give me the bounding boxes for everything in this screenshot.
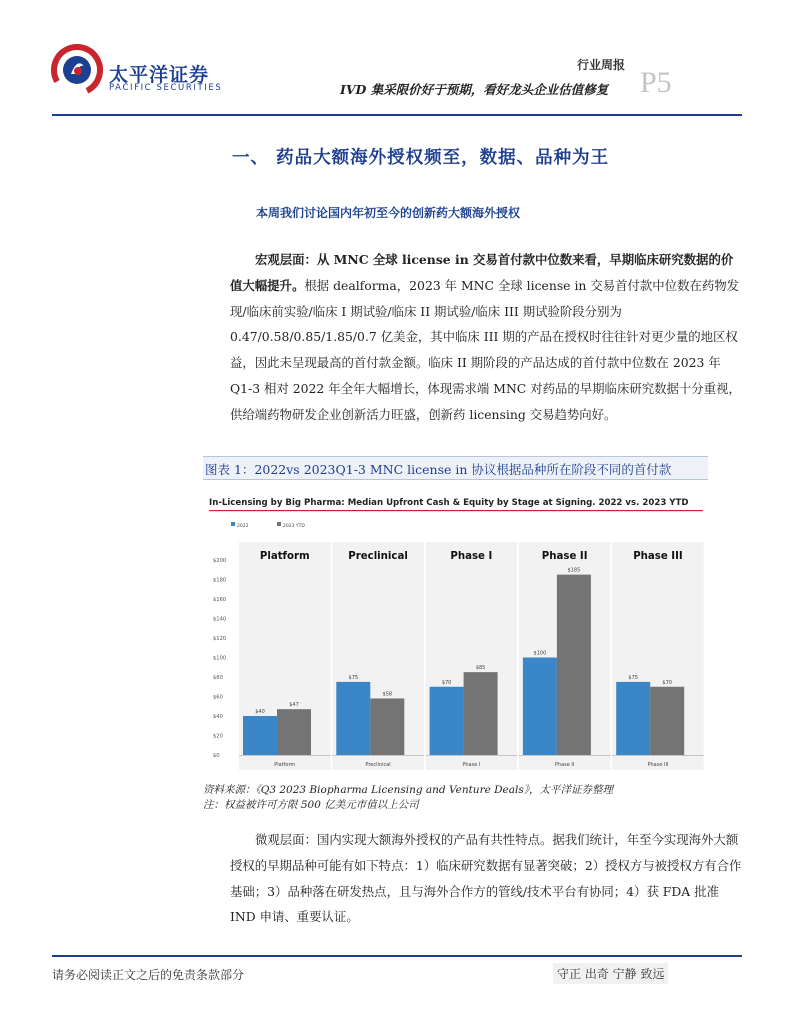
bar-Platform-2023-YTD [277,709,311,755]
bar-value-label: $85 [475,665,486,672]
bar-value-label: $70 [441,679,452,686]
footer-motto-text: 守正 出奇 宁静 致远 [557,967,665,981]
figure-caption-bar [203,456,708,480]
legend-label-2023-YTD: 2023 YTD [283,524,305,529]
figure-caption: 图表 1：2022vs 2023Q1-3 MNC license in 协议根据品种所在阶段不同的首付款 [205,462,672,477]
bar-value-label: $40 [255,709,265,715]
bar-Phase-III-2022 [616,682,650,755]
page-number: P5 [640,66,672,99]
figure-note-text: 注：权益被许可方限 500 亿美元市值以上公司 [203,799,419,811]
y-tick-label: $100 [213,655,227,662]
chart-title-underline [209,510,703,511]
y-tick-label: $140 [213,616,227,623]
section-heading: 一、 药品大额海外授权频至，数据、品种为王 [232,148,610,168]
bar-value-label: $70 [662,679,672,686]
legend-label-2022: 2022 [237,524,249,529]
macro-paragraph-lead: 宏观层面：从 MNC 全球 license in 交易首付款中位数来看，早期临床研究数据的价值大幅提升。 [230,252,734,293]
report-title: IVD 集采限价好于预期，看好龙头企业估值修复 [340,82,609,97]
legend-swatch-2022 [231,522,235,526]
bar-Phase-I-2023-YTD [464,672,498,755]
x-category-label: Phase II [554,762,575,768]
report-type: 行业周报 [577,58,626,72]
x-category-label: Phase III [647,762,669,768]
y-tick-label: $120 [213,636,227,642]
footer-motto [553,963,668,984]
y-tick-label: $180 [213,577,227,584]
y-tick-label: $200 [213,558,227,564]
macro-paragraph-body: 根据 dealforma，2023 年 MNC 全球 license in 交易首付款中位数在药物发现/临床前实验/临床 I 期试验/临床 II 期试验/临床 III 期试验阶段分别为 0.47/0.58/0.85/1.85/0.7 亿美金，其中临床 III 期的产品在授权时往往针对更少量的地区权益，因此未呈现最高的首付款金额。临床 II 期阶段的产品达成的首付款中位数在 2023 年 Q1-3 相对 2022 年全年大幅增长，体现需求端 MNC 对药品的早期临床研究数据十分重视，供给端药物研发企业创新活力旺盛，创新药 licensing 交易趋势向好。 [230,277,741,422]
bar-Phase-III-2023-YTD [650,687,684,755]
bar-value-label: $75 [348,674,359,681]
upfront-bar-chart [203,482,708,780]
y-tick-label: $0 [213,753,220,759]
panel-title: Phase I [450,551,493,562]
logo-text-cn: 太平洋证券 [109,64,210,86]
company-logo [51,44,241,96]
bar-Platform-2022 [243,716,277,755]
macro-paragraph [230,247,742,428]
x-category-label: Platform [274,762,296,768]
logo-text-en: PACIFIC SECURITIES [109,83,223,93]
section-subheading: 本周我们讨论国内年初至今的创新药大额海外授权 [256,206,521,220]
bar-Phase-I-2022 [430,687,464,755]
panel-title: Platform [259,551,310,562]
bar-Preclinical-2023-YTD [370,698,404,755]
micro-paragraph: 微观层面：国内实现大额海外授权的产品有共性特点。据我们统计，年至今实现海外大额授权的早期品种可能有如下特点：1）临床研究数据有显著突破；2）授权方与被授权方有合作基础；3）品种落在研发热点，且与海外合作方的管线/技术平台有协同；4）获 FDA 批准 IND 申请、重要认证。 [230,832,742,925]
bar-value-label: $100 [533,650,547,657]
y-tick-label: $40 [213,714,223,720]
panel-title: Phase III [633,551,683,562]
bar-value-label: $75 [628,674,638,681]
legend-swatch-2023-YTD [277,522,281,526]
y-tick-label: $160 [213,597,227,603]
chart-title: In-Licensing by Big Pharma: Median Upfront Cash & Equity by Stage at Signing. 2022 vs. 2023 YTD [209,498,689,508]
figure-source-text: 资料来源：《Q3 2023 Biopharma Licensing and Venture Deals》，太平洋证券整理 [203,784,614,796]
bar-Phase-II-2023-YTD [557,575,591,755]
bar-value-label: $47 [289,702,299,709]
y-tick-label: $60 [213,694,223,701]
x-category-label: Preclinical [365,762,391,768]
y-tick-label: $80 [213,675,223,681]
x-category-label: Phase I [462,762,481,768]
bar-value-label: $185 [567,567,581,574]
figure-source [203,783,613,813]
bar-Preclinical-2022 [336,682,370,755]
bar-Phase-II-2022 [523,658,557,756]
header-divider [52,114,742,116]
footer-disclaimer: 请务必阅读正文之后的免责条款部分 [52,968,245,982]
logo-emblem-icon [51,44,103,96]
y-tick-label: $20 [213,733,223,740]
footer-divider [52,955,742,957]
bar-value-label: $58 [382,691,393,698]
panel-title: Preclinical [348,551,408,562]
panel-title: Phase II [541,551,588,562]
